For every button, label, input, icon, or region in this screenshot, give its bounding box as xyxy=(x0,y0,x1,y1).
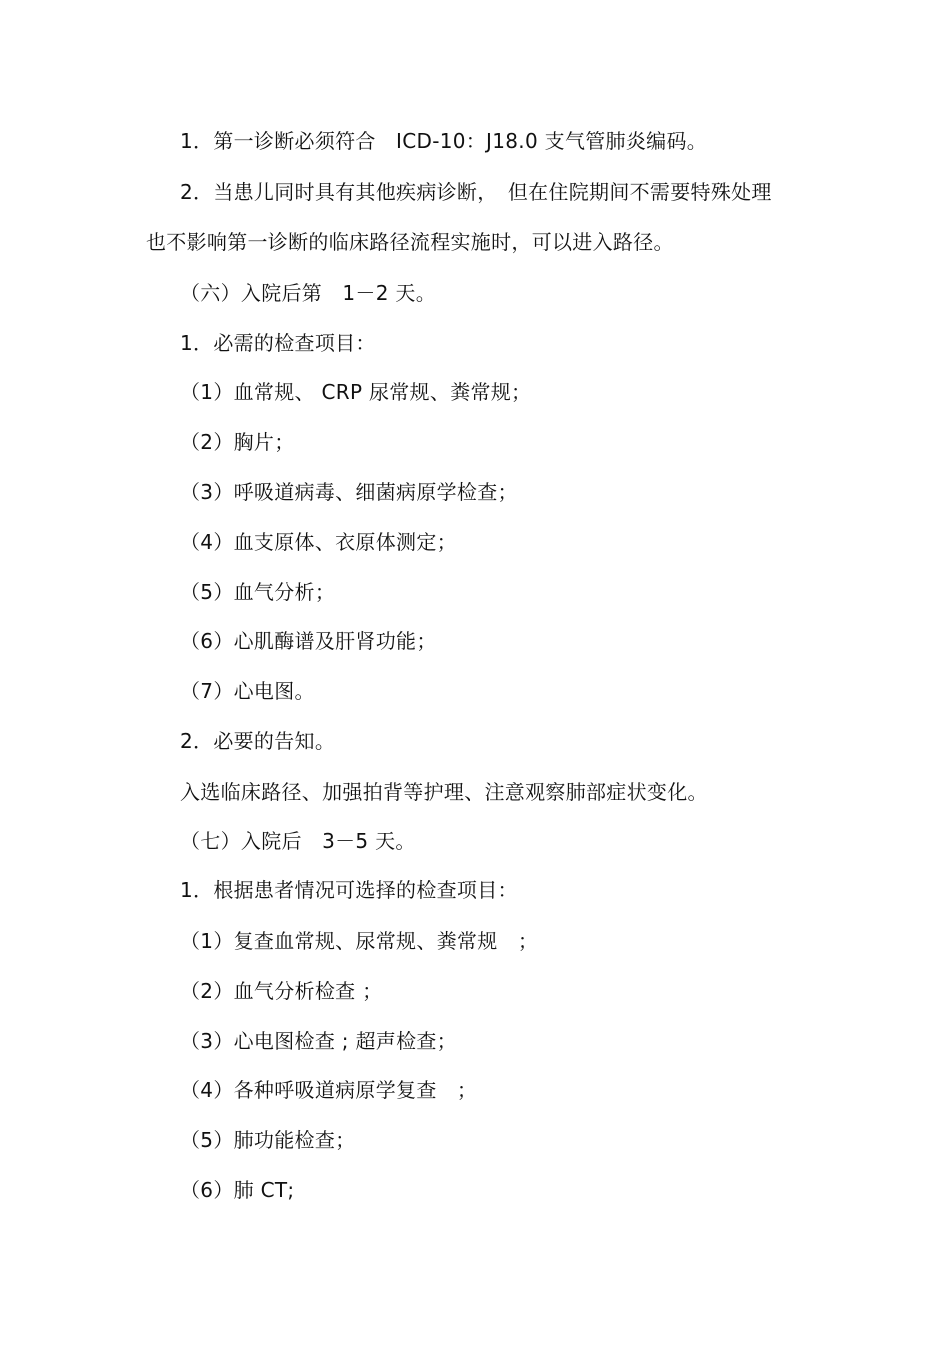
diagnosis-criteria-line: 1．第一诊断必须符合 ICD-10：J18.0 支气管肺炎编码。 xyxy=(180,129,708,153)
list-item: （6）肺 CT; xyxy=(180,1178,295,1202)
list-item: （1）复查血常规、尿常规、粪常规 ； xyxy=(180,929,539,953)
list-item: （7）心电图。 xyxy=(180,679,315,703)
notification-heading: 2．必要的告知。 xyxy=(180,729,336,753)
list-item: （3）呼吸道病毒、细菌病原学检查； xyxy=(180,480,518,504)
list-item: （4）各种呼吸道病原学复查 ； xyxy=(180,1078,478,1102)
list-item: （3）心电图检查 ; 超声检查； xyxy=(180,1029,457,1053)
list-item: （6）心肌酶谱及肝肾功能； xyxy=(180,629,437,653)
comorbidity-continuation-line: 也不影响第一诊断的临床路径流程实施时，可以进入路径。 xyxy=(146,230,674,254)
list-item: （2）血气分析检查 ； xyxy=(180,979,383,1003)
section-heading-day3-5: （七）入院后 3－5 天。 xyxy=(180,829,416,853)
required-tests-heading: 1．必需的检查项目： xyxy=(180,331,376,355)
optional-tests-heading: 1．根据患者情况可选择的检查项目： xyxy=(180,878,518,902)
list-item: （2）胸片； xyxy=(180,430,295,454)
list-item: （5）肺功能检查； xyxy=(180,1128,356,1152)
list-item: （5）血气分析； xyxy=(180,580,336,604)
list-item: （4）血支原体、衣原体测定； xyxy=(180,530,457,554)
list-item: （1）血常规、 CRP 尿常规、粪常规； xyxy=(180,380,532,404)
section-heading-day1-2: （六）入院后第 1－2 天。 xyxy=(180,281,437,305)
notification-text: 入选临床路径、加强拍背等护理、注意观察肺部症状变化。 xyxy=(180,780,708,804)
comorbidity-line: 2．当患儿同时具有其他疾病诊断， 但在住院期间不需要特殊处理 xyxy=(180,180,772,204)
